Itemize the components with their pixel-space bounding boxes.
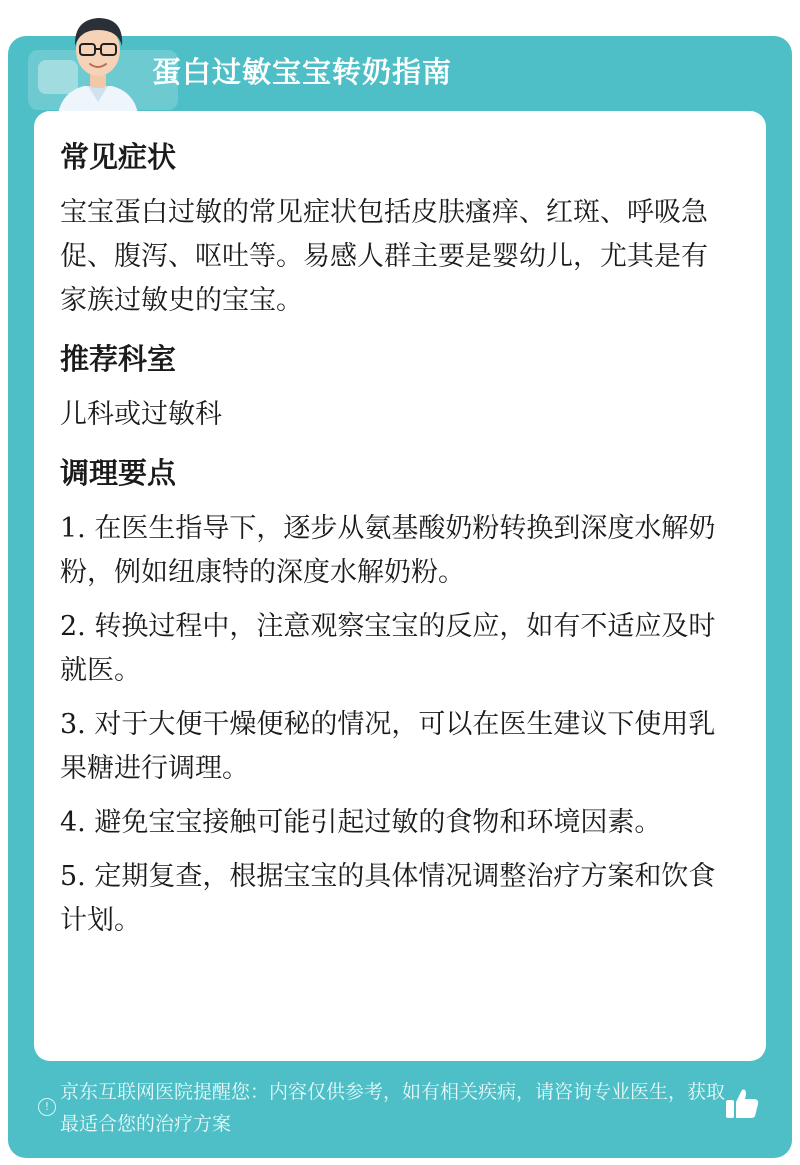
list-item-number: 5. [60,861,86,892]
list-item-text: 避免宝宝接触可能引起过敏的食物和环境因素。 [94,807,662,838]
doctor-avatar [44,6,152,114]
footer-disclaimer: 京东互联网医院提醒您：内容仅供参考，如有相关疾病，请咨询专业医生，获取最适合您的治疗方案 [60,1081,726,1135]
content-panel [34,111,766,1061]
list-item-text: 定期复查，根据宝宝的具体情况调整治疗方案和饮食计划。 [60,861,716,936]
section-heading-care: 调理要点 [60,456,177,490]
page-title: 蛋白过敏宝宝转奶指南 [152,55,453,89]
list-item-text: 在医生指导下，逐步从氨基酸奶粉转换到深度水解奶粉，例如纽康特的深度水解奶粉。 [60,513,716,588]
list-item-number: 4. [60,807,86,838]
section-body-symptoms: 宝宝蛋白过敏的常见症状包括皮肤瘙痒、红斑、呼吸急促、腹泻、呕吐等。易感人群主要是婴幼儿，尤其是有家族过敏史的宝宝。 [60,197,708,316]
list-item [60,855,730,943]
thumbs-up-icon[interactable] [724,1086,760,1120]
list-item [60,605,730,693]
care-list [60,507,730,943]
list-item-number: 3. [60,709,86,740]
section-body-department: 儿科或过敏科 [60,399,222,430]
list-item [60,703,730,791]
list-item-text: 对于大便干燥便秘的情况，可以在医生建议下使用乳果糖进行调理。 [60,709,716,784]
section-heading-symptoms: 常见症状 [60,140,177,174]
list-item-number: 1. [60,513,86,544]
list-item [60,801,730,845]
list-item [60,507,730,595]
list-item-text: 转换过程中，注意观察宝宝的反应，如有不适应及时就医。 [60,611,716,686]
info-icon: ! [38,1098,56,1116]
section-heading-department: 推荐科室 [60,342,177,376]
list-item-number: 2. [60,611,86,642]
